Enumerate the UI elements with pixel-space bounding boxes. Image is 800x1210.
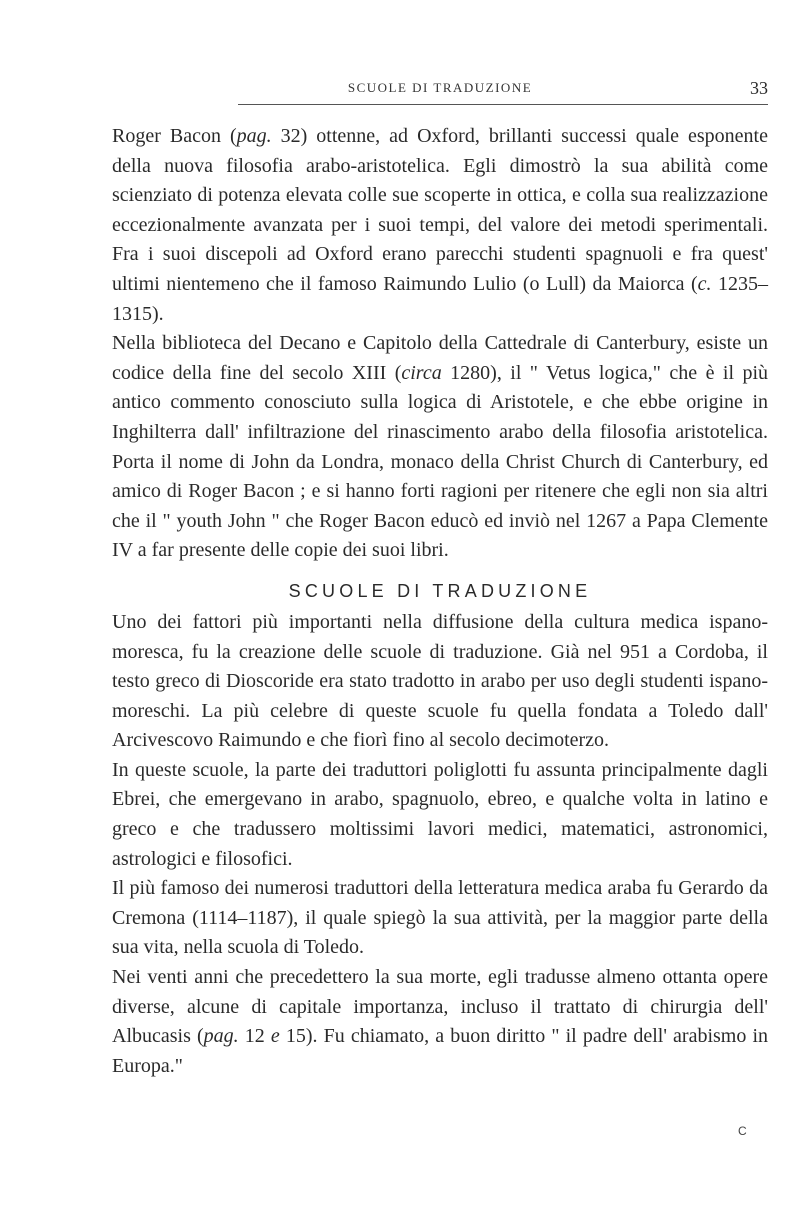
italic-text: pag.	[203, 1025, 239, 1048]
italic-text: c.	[697, 272, 712, 295]
paragraph-traduttori	[112, 756, 768, 874]
text-segment: Il più famoso dei numerosi traduttori della letteratura medica araba fu Gerardo da Cremona (1114–1187), il quale spiegò la sua attività, per la maggior parte della sua vita, nella scuola di Toledo.	[112, 877, 768, 959]
text-segment: Nella biblioteca del Decano e Capitolo della Cattedrale di Canterbury, esiste un codice della fine del secolo XIII (	[112, 332, 768, 384]
italic-text: circa	[401, 361, 442, 384]
italic-text: pag.	[236, 125, 272, 147]
page-number: 33	[750, 78, 768, 98]
text-segment: 12	[238, 1025, 271, 1048]
paragraph-scuole	[112, 608, 768, 756]
paragraph-gerardo	[112, 874, 768, 963]
section-heading: SCUOLE DI TRADUZIONE	[288, 580, 592, 601]
paragraphs-after-heading	[112, 608, 768, 1082]
text-segment: 1235–1315).	[112, 272, 768, 325]
text-segment: In queste scuole, la parte dei traduttori poliglotti fu assunta principalmente dagli Ebrei, che emergevano in arabo, spagnuolo, ebreo, e qualche volta in latino e greco e che tradussero moltissimi lavori medici, matematici, astronomici, astrologici e filosofici.	[112, 758, 768, 870]
running-head	[112, 78, 768, 98]
paragraph-bacon	[112, 122, 768, 329]
italic-text: e	[270, 1025, 280, 1048]
paragraph-canterbury	[112, 329, 768, 566]
signature-mark: C	[738, 1124, 747, 1138]
text-segment: Nei venti anni che precedettero la sua morte, egli tradusse almeno ottanta opere diverse, alcune di capitale importanza, incluso il trattato di chirurgia dell' Albucasis (	[112, 966, 768, 1048]
text-segment: Uno dei fattori più importanti nella diffusione della cultura medica ispano-moresca, fu la creazione delle scuole di traduzione. Già nel 951 a Cordoba, il testo greco di Dioscoride era stato tradotto in arabo per uso degli studenti ispano-moreschi. La più celebre di queste scuole fu quella fondata a Toledo dall' Arcivescovo Raimundo e che fiorì fino al secolo decimoterzo.	[112, 610, 768, 752]
running-head-title: SCUOLE DI TRADUZIONE	[347, 80, 533, 95]
text-segment: 15). Fu chiamato, a buon diritto " il padre dell' arabismo in Europa."	[112, 1025, 769, 1077]
paragraph-albucasis	[112, 963, 768, 1081]
text-segment: Roger Bacon (	[112, 125, 237, 147]
body-text	[112, 122, 768, 1081]
header-rule	[238, 104, 768, 105]
text-segment: 32) ottenne, ad Oxford, brillanti successi quale esponente della nuova filosofia arabo-aristotelica. Egli dimostrò la sua abilità come scienziato di potenza elevata colle sue scoperte in ottica, e colla sua realizzazione eccezionalmente avanzata per i suoi tempi, del valore dei metodi sperimentali. Fra i suoi discepoli ad Oxford erano parecchi studenti spagnuoli e fra quest' ultimi nientemeno che il famoso Raimundo Lulio (o Lull) da Maiorca (	[112, 125, 768, 295]
text-segment: 1280), il " Vetus logica," che è il più antico commento conosciuto sulla logica di Aristotele, e che ebbe origine in Inghilterra dall' infiltrazione del rinascimento arabo della filosofia aristotelica. Porta il nome di John da Londra, monaco della Christ Church di Canterbury, ed amico di Roger Bacon ; e si hanno forti ragioni per ritenere che egli non sia altri che il " youth John " che Roger Bacon educò ed inviò nel 1267 a Papa Clemente IV a far presente delle copie dei suoi libri.	[112, 361, 768, 562]
paragraphs-before-heading	[112, 122, 768, 566]
